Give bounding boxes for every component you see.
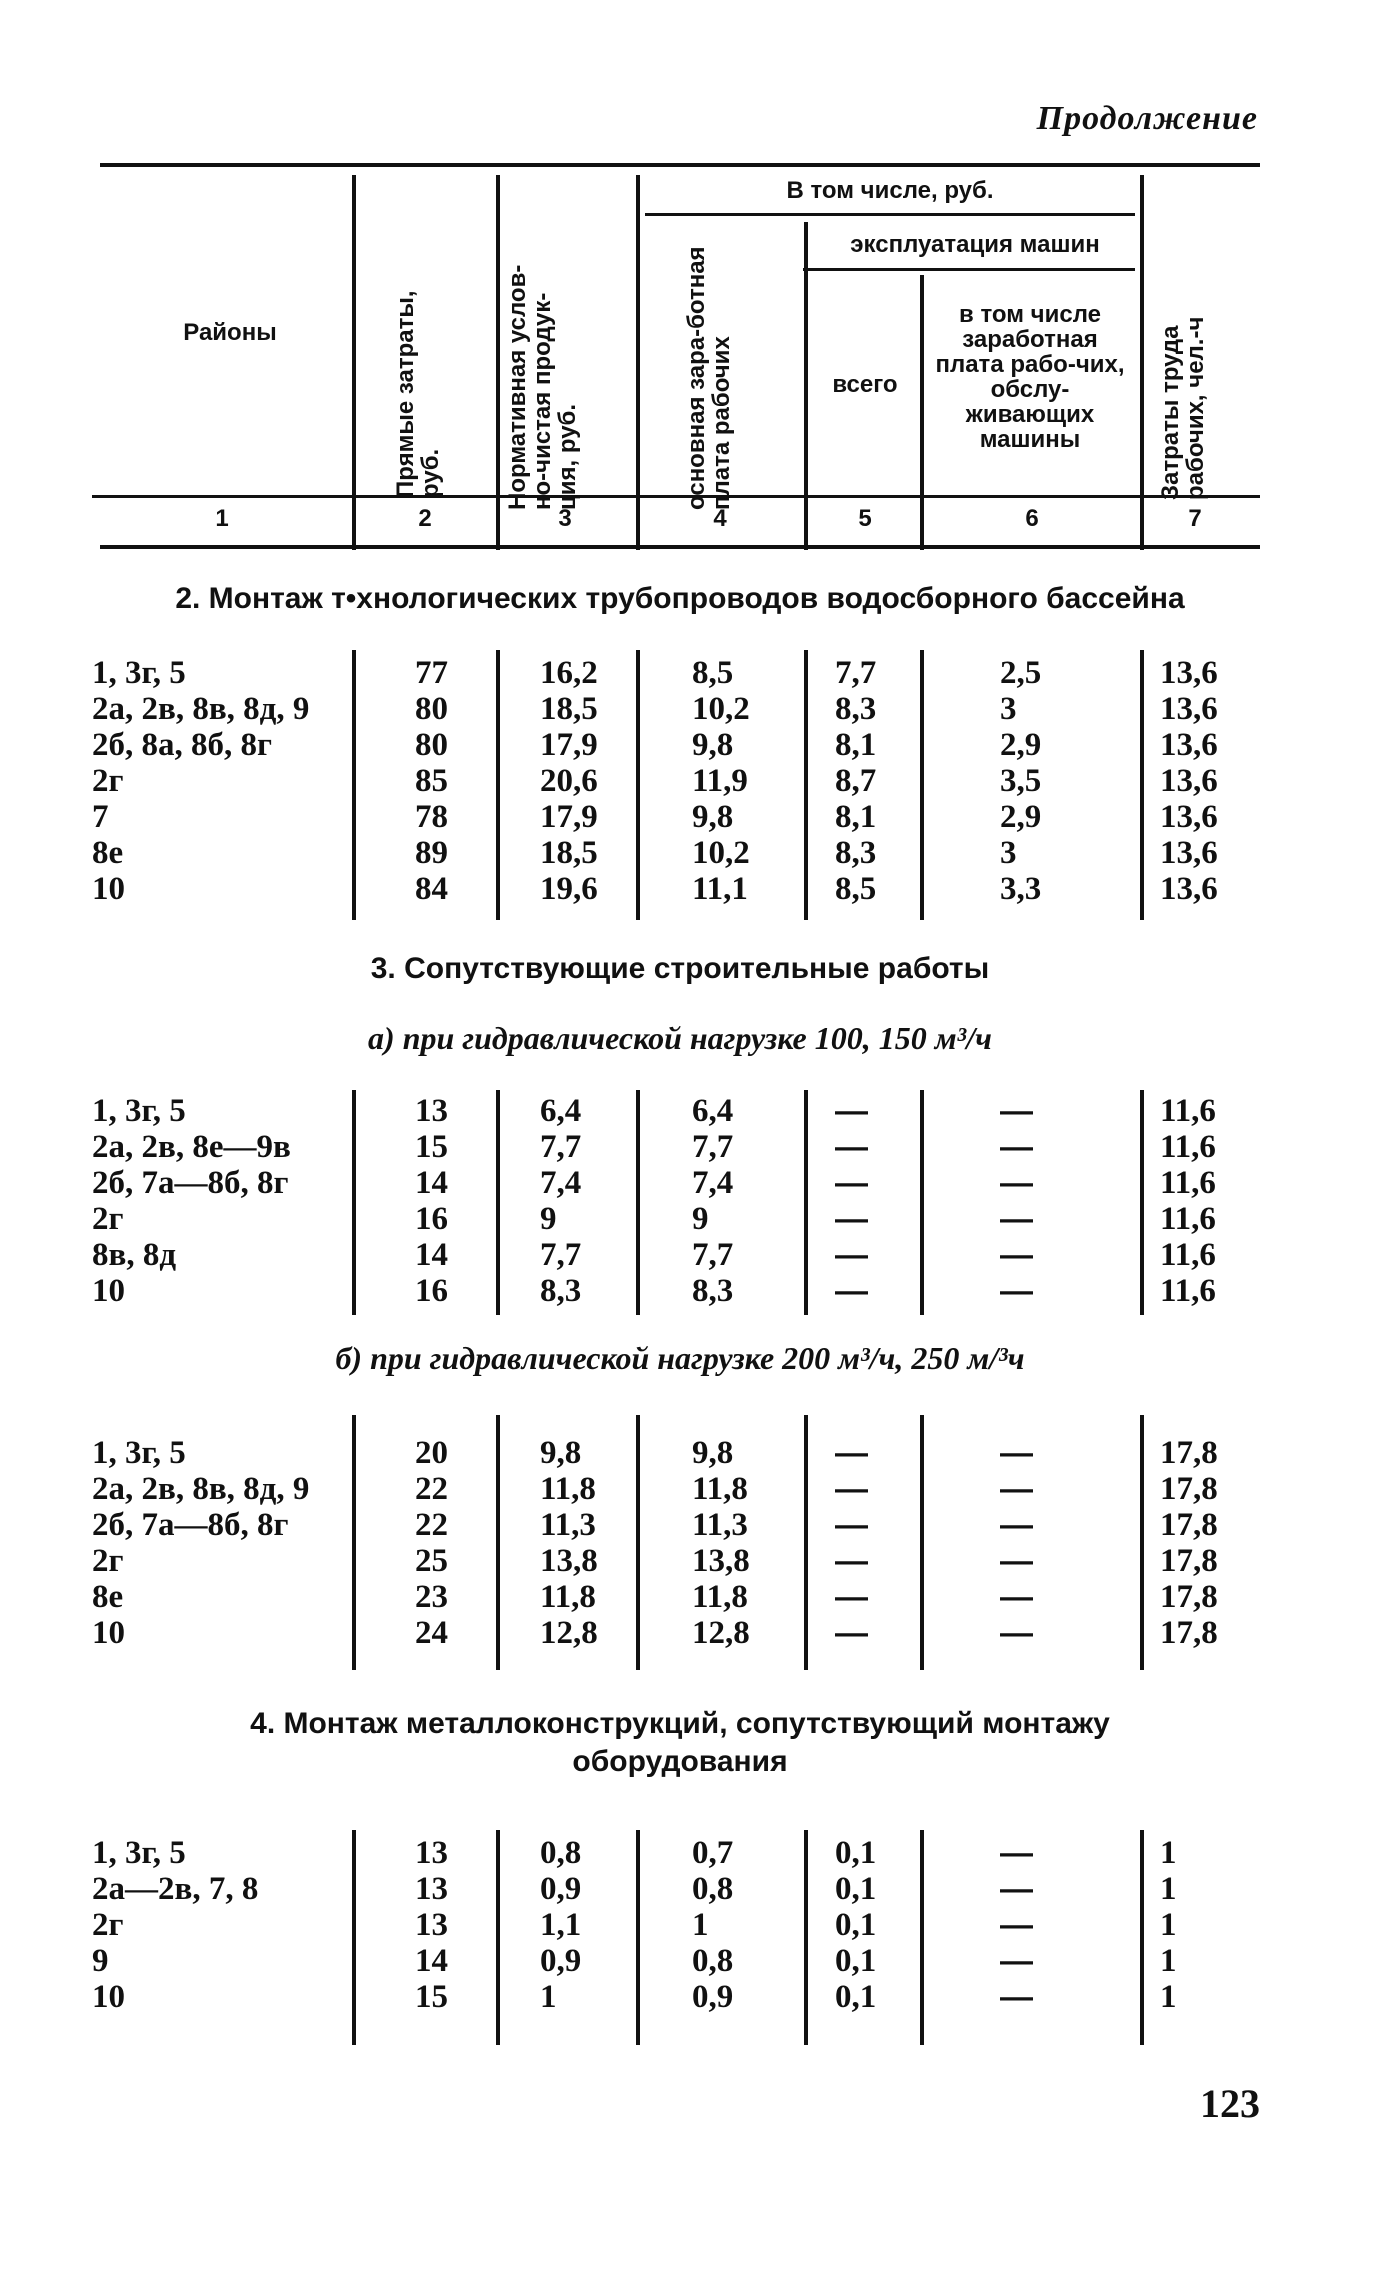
normative-product-cell: 7,7	[540, 1129, 582, 1165]
machine-wages-cell: —	[1000, 1578, 1033, 1615]
base-wages-cell: 9,8	[692, 1435, 734, 1471]
base-wages-cell: 7,7	[692, 1237, 734, 1273]
direct-costs-cell: 78	[415, 799, 448, 835]
labor-costs-cell: 1	[1160, 1979, 1177, 2015]
base-wages-cell: 9,8	[692, 727, 734, 763]
col-number: 3	[558, 505, 572, 532]
table-row	[0, 691, 1376, 727]
header-divider-2	[496, 175, 500, 550]
region-cell: 2а, 2в, 8в, 8д, 9	[92, 691, 310, 727]
machine-total-cell: —	[835, 1434, 868, 1471]
normative-product-cell: 11,8	[540, 1579, 596, 1615]
normative-product-cell: 13,8	[540, 1543, 598, 1579]
including-rule	[645, 213, 1135, 216]
machine-wages-cell: —	[1000, 1236, 1033, 1273]
machine-total-cell: 0,1	[835, 1979, 877, 2015]
incl-wages-header: в том числе заработная плата рабо-чих, обслу-живающих машины	[935, 301, 1125, 453]
machine-wages-cell: 3,3	[1000, 871, 1042, 907]
machine-rule	[803, 268, 1135, 271]
base-wages-cell: 10,2	[692, 691, 750, 727]
region-cell: 10	[92, 1979, 125, 2015]
table-row	[0, 1237, 1376, 1273]
direct-costs-cell: 14	[415, 1943, 448, 1979]
table-row	[0, 763, 1376, 799]
table-row	[0, 1943, 1376, 1979]
labor-costs-cell: 17,8	[1160, 1507, 1218, 1543]
labor-costs-cell: 17,8	[1160, 1579, 1218, 1615]
normative-product-cell: 7,7	[540, 1237, 582, 1273]
machine-total-cell: —	[835, 1506, 868, 1543]
col-number: 5	[858, 505, 872, 532]
machine-wages-cell: —	[1000, 1942, 1033, 1979]
normative-product-cell: 19,6	[540, 871, 598, 907]
table-row	[0, 1543, 1376, 1579]
labor-costs-cell: 13,6	[1160, 871, 1218, 907]
table-row	[0, 1835, 1376, 1871]
labor-costs-cell: 13,6	[1160, 655, 1218, 691]
direct-costs-cell: 13	[415, 1093, 448, 1129]
region-cell: 8е	[92, 1579, 124, 1615]
normative-product-cell: 9	[540, 1201, 557, 1237]
subsection-title: а) при гидравлической нагрузке 100, 150 м³/ч	[368, 1020, 992, 1056]
region-cell: 1, 3г, 5	[92, 1093, 186, 1129]
machine-wages-cell: —	[1000, 1614, 1033, 1651]
base-wages-cell: 0,9	[692, 1979, 734, 2015]
machine-wages-cell: —	[1000, 1434, 1033, 1471]
table-row	[0, 1129, 1376, 1165]
machine-total-cell: 8,3	[835, 691, 877, 727]
direct-costs-cell: 25	[415, 1543, 448, 1579]
labor-costs-cell: 11,6	[1160, 1201, 1216, 1237]
region-cell: 2б, 7а—8б, 8г	[92, 1165, 289, 1201]
table-row	[0, 871, 1376, 907]
section-title: 4. Монтаж металлоконструкций, сопутствующий монтажу оборудования	[250, 1707, 1110, 1778]
machine-total-cell: 0,1	[835, 1907, 877, 1943]
base-wages-cell: 0,8	[692, 1871, 734, 1907]
machine-wages-cell: —	[1000, 1506, 1033, 1543]
machine-wages-cell: —	[1000, 1834, 1033, 1871]
machine-wages-cell: 3	[1000, 835, 1017, 871]
machine-total-cell: —	[835, 1578, 868, 1615]
machine-ops-header: эксплуатация машин	[850, 231, 1100, 258]
table-row	[0, 1979, 1376, 2015]
labor-costs-cell: 13,6	[1160, 727, 1218, 763]
labor-costs-cell: 11,6	[1160, 1273, 1216, 1309]
regions-header: Районы	[183, 319, 277, 346]
normative-product-cell: 0,8	[540, 1835, 582, 1871]
region-cell: 2б, 7а—8б, 8г	[92, 1507, 289, 1543]
labor-costs-cell: 1	[1160, 1943, 1177, 1979]
normative-product-cell: 18,5	[540, 691, 598, 727]
region-cell: 8в, 8д	[92, 1237, 177, 1273]
base-wages-cell: 1	[692, 1907, 709, 1943]
base-wages-cell: 8,3	[692, 1273, 734, 1309]
normative-product-cell: 0,9	[540, 1871, 582, 1907]
base-wages-cell: 10,2	[692, 835, 750, 871]
machine-total-cell: 0,1	[835, 1835, 877, 1871]
machine-wages-cell: —	[1000, 1164, 1033, 1201]
machine-wages-cell: —	[1000, 1128, 1033, 1165]
normative-product-cell: 20,6	[540, 763, 598, 799]
direct-costs-cell: 23	[415, 1579, 448, 1615]
machine-total-cell: 8,1	[835, 727, 877, 763]
direct-costs-cell: 13	[415, 1871, 448, 1907]
base-wages-cell: 11,9	[692, 763, 748, 799]
region-cell: 2а, 2в, 8в, 8д, 9	[92, 1471, 310, 1507]
labor-costs-cell: 13,6	[1160, 835, 1218, 871]
normative-product-cell: 17,9	[540, 799, 598, 835]
labor-costs-cell: 11,6	[1160, 1237, 1216, 1273]
table-row	[0, 1579, 1376, 1615]
base-wages-cell: 12,8	[692, 1615, 750, 1651]
direct-costs-cell: 85	[415, 763, 448, 799]
direct-costs-cell: 22	[415, 1507, 448, 1543]
table-row	[0, 1871, 1376, 1907]
machine-wages-cell: 3,5	[1000, 763, 1042, 799]
labor-costs-cell: 1	[1160, 1835, 1177, 1871]
base-wages-cell: 0,7	[692, 1835, 734, 1871]
table-row	[0, 655, 1376, 691]
direct-costs-header: Прямые затраты, руб.	[392, 290, 444, 498]
normative-product-header: Нормативная услов-но-чистая продук-ция, руб.	[504, 264, 581, 510]
col-number: 4	[713, 505, 727, 532]
base-wages-cell: 9,8	[692, 799, 734, 835]
labor-costs-cell: 1	[1160, 1871, 1177, 1907]
machine-total-cell: —	[835, 1542, 868, 1579]
region-cell: 1, 3г, 5	[92, 655, 186, 691]
section-title: 2. Монтаж т•хнологических трубопроводов водосборного бассейна	[175, 582, 1185, 615]
table-row	[0, 1093, 1376, 1129]
normative-product-cell: 7,4	[540, 1165, 582, 1201]
machine-total-cell: 0,1	[835, 1871, 877, 1907]
region-cell: 2г	[92, 763, 124, 799]
base-wages-cell: 7,7	[692, 1129, 734, 1165]
machine-wages-cell: —	[1000, 1906, 1033, 1943]
region-cell: 10	[92, 1273, 125, 1309]
header-divider-5	[920, 275, 924, 550]
subsection-title: б) при гидравлической нагрузке 200 м³/ч, 250 м/³ч	[335, 1340, 1025, 1376]
section-title: 3. Сопутствующие строительные работы	[370, 952, 990, 985]
direct-costs-cell: 13	[415, 1907, 448, 1943]
labor-costs-cell: 13,6	[1160, 691, 1218, 727]
machine-total-cell: 8,1	[835, 799, 877, 835]
machine-total-cell: —	[835, 1128, 868, 1165]
machine-wages-cell: 2,5	[1000, 655, 1042, 691]
base-wages-header: основная зара-ботная плата рабочих	[683, 246, 735, 510]
machine-total-cell: 0,1	[835, 1943, 877, 1979]
direct-costs-cell: 89	[415, 835, 448, 871]
labor-costs-cell: 17,8	[1160, 1615, 1218, 1651]
normative-product-cell: 8,3	[540, 1273, 582, 1309]
continuation-label: Продолжение	[1036, 100, 1258, 137]
colnum-bottom-rule	[100, 545, 1260, 549]
direct-costs-cell: 14	[415, 1165, 448, 1201]
direct-costs-cell: 20	[415, 1435, 448, 1471]
table-row	[0, 835, 1376, 871]
machine-wages-cell: —	[1000, 1870, 1033, 1907]
region-cell: 8е	[92, 835, 124, 871]
machine-total-cell: —	[835, 1092, 868, 1129]
normative-product-cell: 12,8	[540, 1615, 598, 1651]
labor-costs-cell: 11,6	[1160, 1165, 1216, 1201]
header-divider-6	[1140, 175, 1144, 550]
region-cell: 2г	[92, 1907, 124, 1943]
normative-product-cell: 17,9	[540, 727, 598, 763]
labor-costs-cell: 13,6	[1160, 799, 1218, 835]
base-wages-cell: 8,5	[692, 655, 734, 691]
machine-wages-cell: —	[1000, 1200, 1033, 1237]
normative-product-cell: 11,8	[540, 1471, 596, 1507]
normative-product-cell: 9,8	[540, 1435, 582, 1471]
machine-total-cell: —	[835, 1272, 868, 1309]
table-row	[0, 1907, 1376, 1943]
machine-total-cell: —	[835, 1200, 868, 1237]
normative-product-cell: 18,5	[540, 835, 598, 871]
region-cell: 2г	[92, 1201, 124, 1237]
region-cell: 10	[92, 871, 125, 907]
labor-costs-cell: 11,6	[1160, 1129, 1216, 1165]
machine-total-cell: —	[835, 1164, 868, 1201]
direct-costs-cell: 77	[415, 655, 448, 691]
labor-costs-cell: 17,8	[1160, 1471, 1218, 1507]
direct-costs-cell: 84	[415, 871, 448, 907]
direct-costs-cell: 13	[415, 1835, 448, 1871]
including-header: В том числе, руб.	[786, 177, 994, 204]
machine-total-cell: 8,3	[835, 835, 877, 871]
table-row	[0, 1435, 1376, 1471]
direct-costs-cell: 80	[415, 727, 448, 763]
base-wages-cell: 0,8	[692, 1943, 734, 1979]
normative-product-cell: 1,1	[540, 1907, 582, 1943]
direct-costs-cell: 16	[415, 1201, 448, 1237]
machine-wages-cell: 3	[1000, 691, 1017, 727]
machine-total-cell: 7,7	[835, 655, 877, 691]
table-row	[0, 1471, 1376, 1507]
region-cell: 10	[92, 1615, 125, 1651]
header-divider-3	[636, 175, 640, 550]
base-wages-cell: 11,8	[692, 1471, 748, 1507]
labor-costs-cell: 1	[1160, 1907, 1177, 1943]
table-row	[0, 727, 1376, 763]
base-wages-cell: 7,4	[692, 1165, 734, 1201]
col-number: 7	[1188, 505, 1202, 532]
labor-costs-header: Затраты труда рабочих, чел.-ч	[1157, 316, 1209, 500]
header-divider-1	[352, 175, 356, 550]
normative-product-cell: 0,9	[540, 1943, 582, 1979]
labor-costs-cell: 11,6	[1160, 1093, 1216, 1129]
base-wages-cell: 9	[692, 1201, 709, 1237]
direct-costs-cell: 16	[415, 1273, 448, 1309]
labor-costs-cell: 13,6	[1160, 763, 1218, 799]
machine-total-cell: —	[835, 1236, 868, 1273]
machine-wages-cell: —	[1000, 1092, 1033, 1129]
direct-costs-cell: 14	[415, 1237, 448, 1273]
region-cell: 7	[92, 799, 109, 835]
machine-total-cell: 8,7	[835, 763, 877, 799]
col-number: 1	[215, 505, 229, 532]
region-cell: 2б, 8а, 8б, 8г	[92, 727, 272, 763]
normative-product-cell: 6,4	[540, 1093, 582, 1129]
machine-total-cell: —	[835, 1470, 868, 1507]
normative-product-cell: 11,3	[540, 1507, 596, 1543]
labor-costs-cell: 17,8	[1160, 1543, 1218, 1579]
table-row	[0, 1201, 1376, 1237]
base-wages-cell: 11,8	[692, 1579, 748, 1615]
machine-wages-cell: 2,9	[1000, 727, 1042, 763]
machine-wages-cell: —	[1000, 1978, 1033, 2015]
machine-wages-cell: —	[1000, 1272, 1033, 1309]
header-top-rule	[100, 163, 1260, 167]
base-wages-cell: 6,4	[692, 1093, 734, 1129]
normative-product-cell: 16,2	[540, 655, 598, 691]
region-cell: 2а—2в, 7, 8	[92, 1871, 259, 1907]
machine-total-cell: 8,5	[835, 871, 877, 907]
col-number: 6	[1025, 505, 1039, 532]
col-number: 2	[418, 505, 432, 532]
region-cell: 9	[92, 1943, 109, 1979]
region-cell: 1, 3г, 5	[92, 1835, 186, 1871]
page-number: 123	[1200, 2081, 1260, 2126]
direct-costs-cell: 24	[415, 1615, 448, 1651]
header-divider-4	[804, 222, 808, 550]
base-wages-cell: 11,3	[692, 1507, 748, 1543]
region-cell: 2г	[92, 1543, 124, 1579]
table-row	[0, 1507, 1376, 1543]
base-wages-cell: 11,1	[692, 871, 748, 907]
base-wages-cell: 13,8	[692, 1543, 750, 1579]
region-cell: 2а, 2в, 8е—9в	[92, 1129, 291, 1165]
machine-total-cell: —	[835, 1614, 868, 1651]
table-row	[0, 1165, 1376, 1201]
direct-costs-cell: 15	[415, 1129, 448, 1165]
normative-product-cell: 1	[540, 1979, 557, 2015]
table-row	[0, 1615, 1376, 1651]
labor-costs-cell: 17,8	[1160, 1435, 1218, 1471]
machine-wages-cell: —	[1000, 1542, 1033, 1579]
direct-costs-cell: 15	[415, 1979, 448, 2015]
machine-wages-cell: 2,9	[1000, 799, 1042, 835]
table-row	[0, 799, 1376, 835]
header-bottom-rule	[92, 495, 1260, 498]
region-cell: 1, 3г, 5	[92, 1435, 186, 1471]
total-header: всего	[832, 371, 898, 398]
direct-costs-cell: 80	[415, 691, 448, 727]
table-row	[0, 1273, 1376, 1309]
machine-wages-cell: —	[1000, 1470, 1033, 1507]
direct-costs-cell: 22	[415, 1471, 448, 1507]
